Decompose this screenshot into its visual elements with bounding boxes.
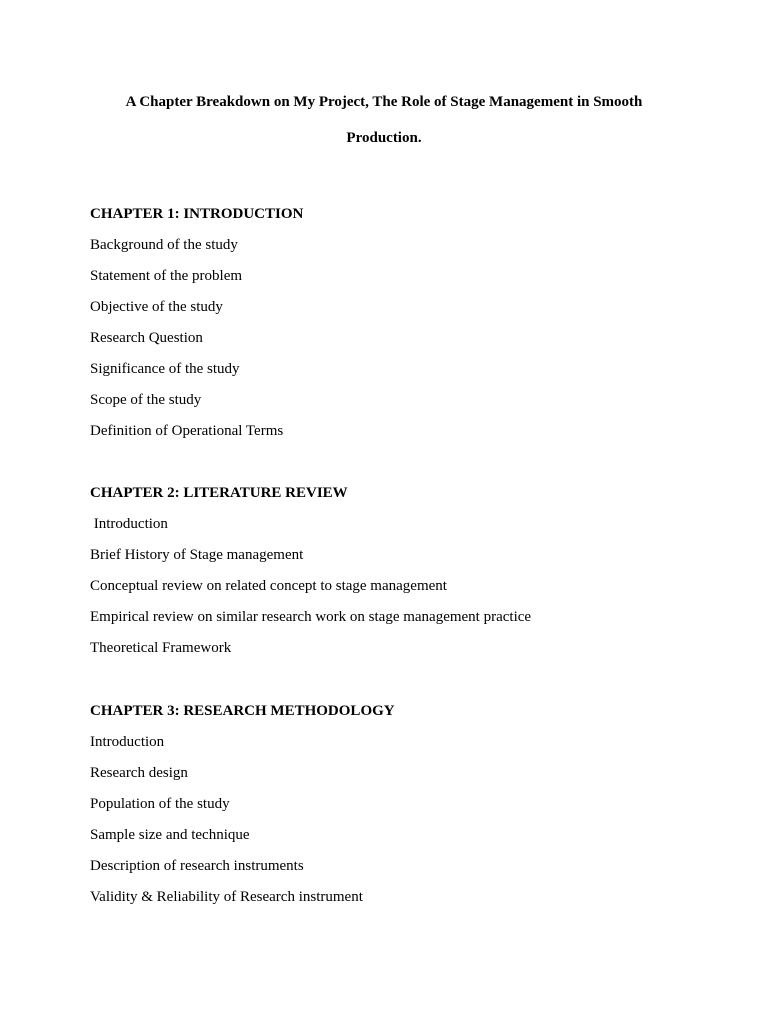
list-item: Introduction: [90, 734, 165, 750]
list-item: Statement of the problem: [90, 268, 243, 284]
chapter-1-heading: CHAPTER 1: INTRODUCTION: [90, 206, 304, 222]
chapter-2-heading: CHAPTER 2: LITERATURE REVIEW: [90, 485, 348, 501]
list-item: Definition of Operational Terms: [90, 423, 284, 439]
chapter-1-section: [90, 205, 730, 453]
chapter-3-section: [90, 702, 730, 919]
chapter-3-heading: CHAPTER 3: RESEARCH METHODOLOGY: [90, 703, 395, 719]
list-item: Brief History of Stage management: [90, 547, 304, 563]
list-item: Empirical review on similar research work on stage management practice: [90, 609, 532, 625]
list-item: Theoretical Framework: [90, 640, 232, 656]
list-item: Conceptual review on related concept to stage management: [90, 578, 447, 594]
list-item: Research Question: [90, 330, 203, 346]
list-item: Sample size and technique: [90, 827, 250, 843]
list-item: Introduction: [90, 516, 168, 532]
list-item: Validity & Reliability of Research instrument: [90, 889, 363, 905]
document-title-line-2: Production.: [346, 130, 422, 146]
list-item: Description of research instruments: [90, 858, 304, 874]
list-item: Population of the study: [90, 796, 230, 812]
list-item: Research design: [90, 765, 188, 781]
list-item: Objective of the study: [90, 299, 223, 315]
document-title-line-1: A Chapter Breakdown on My Project, The Role of Stage Management in Smooth: [125, 94, 643, 110]
list-item: Background of the study: [90, 237, 238, 253]
list-item: Scope of the study: [90, 392, 202, 408]
list-item: Significance of the study: [90, 361, 240, 377]
chapter-2-section: [90, 484, 730, 670]
